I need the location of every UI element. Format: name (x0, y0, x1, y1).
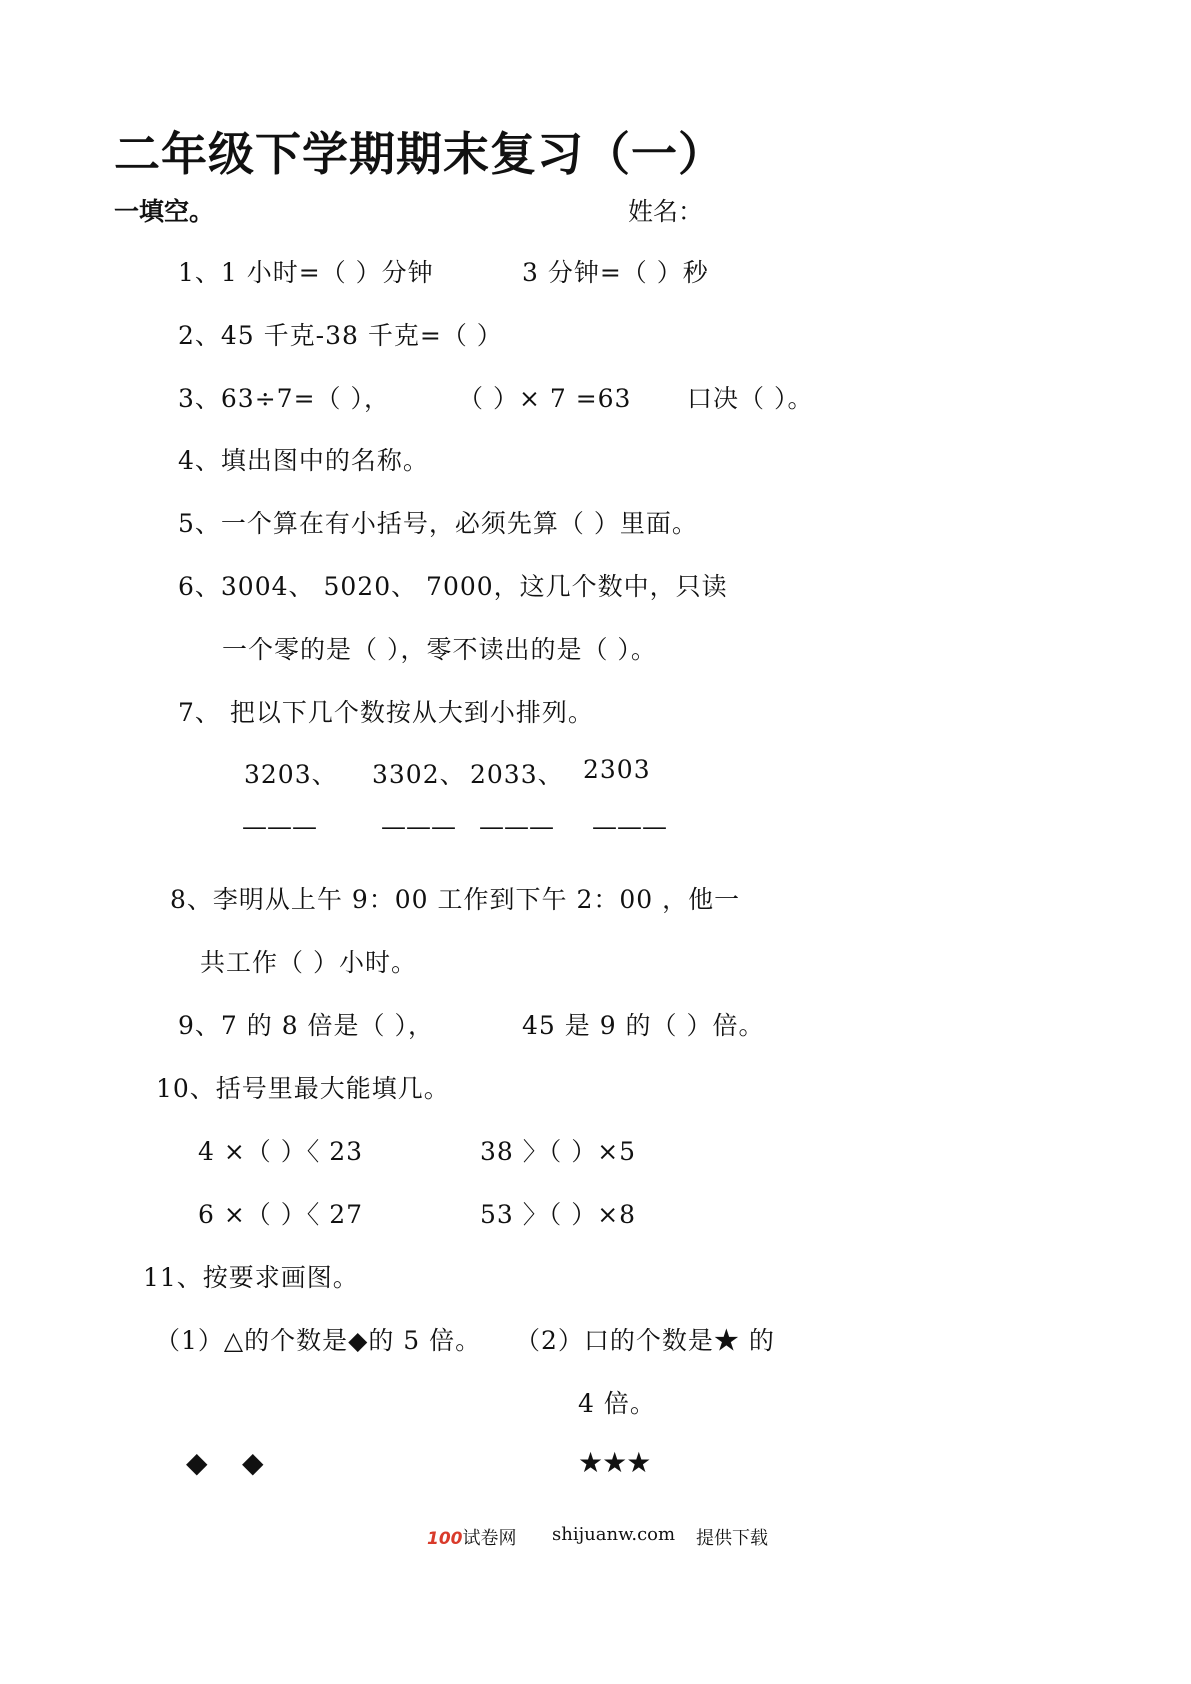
q11-part2-cont: 4 倍。 (578, 1389, 656, 1418)
question-11: 11、按要求画图。 (143, 1263, 359, 1292)
page-title: 二年级下学期期末复习（一） (114, 127, 725, 181)
q7-answer-blank: ——— (479, 812, 554, 841)
question-7: 7、 把以下几个数按从大到小排列。 (178, 698, 594, 727)
logo-site-name: 试卷网 (462, 1528, 517, 1549)
q7-answer-blank: ——— (592, 812, 667, 841)
diamond-shape: ◆ (186, 1446, 208, 1479)
name-field-label: 姓名： (628, 197, 704, 226)
footer-url[interactable]: shijuanw.com (552, 1524, 676, 1545)
q7-number: 2033、 (470, 760, 564, 789)
footer-note: 提供下载 (696, 1528, 768, 1549)
footer-logo (427, 1524, 517, 1550)
question-1a: 1、1 小时=（ ）分钟 (178, 258, 434, 287)
logo-100-text: 100 (427, 1529, 463, 1549)
q11-part1: （1）△的个数是◆的 5 倍。 (155, 1326, 482, 1355)
q10-row2b: 53 〉（ ）×8 (480, 1200, 637, 1229)
question-9a: 9、7 的 8 倍是（ ）， (178, 1011, 435, 1040)
question-1b: 3 分钟=（ ）秒 (522, 258, 709, 287)
q7-number: 3203、 (244, 760, 338, 789)
question-6-line1: 6、3004、 5020、 7000，这几个数中，只读 (178, 572, 728, 601)
question-6-line2: 一个零的是（ ），零不读出的是（ ）。 (222, 635, 657, 664)
diamond-shape: ◆ (242, 1446, 264, 1479)
question-2: 2、45 千克-38 千克=（ ） (178, 321, 503, 350)
q7-number: 2303 (583, 755, 651, 784)
question-10: 10、括号里最大能填几。 (156, 1074, 450, 1103)
question-4: 4、填出图中的名称。 (178, 446, 429, 475)
q7-answer-blank: ——— (381, 812, 456, 841)
question-3b: （ ）× 7 =63 (458, 384, 632, 413)
section-heading: 一填空。 (114, 197, 215, 226)
question-3a: 3、63÷7=（ ）， (178, 384, 390, 413)
q11-part2: （2）口的个数是★ 的 (515, 1326, 775, 1355)
q10-row2a: 6 ×（ ）〈 27 (198, 1200, 364, 1229)
q10-row1a: 4 ×（ ）〈 23 (198, 1137, 364, 1166)
stars-shape: ★★★ (578, 1446, 651, 1479)
question-9b: 45 是 9 的（ ）倍。 (522, 1011, 765, 1040)
question-8-line2: 共工作（ ）小时。 (200, 948, 417, 977)
q7-number: 3302、 (372, 760, 466, 789)
q7-answer-blank: ——— (242, 812, 317, 841)
q10-row1b: 38 〉（ ）×5 (480, 1137, 637, 1166)
question-5: 5、一个算在有小括号，必须先算（ ）里面。 (178, 509, 698, 538)
question-3c: 口决（ ）。 (687, 384, 814, 413)
question-8-line1: 8、李明从上午 9：00 工作到下午 2：00 ，他一 (170, 885, 741, 914)
